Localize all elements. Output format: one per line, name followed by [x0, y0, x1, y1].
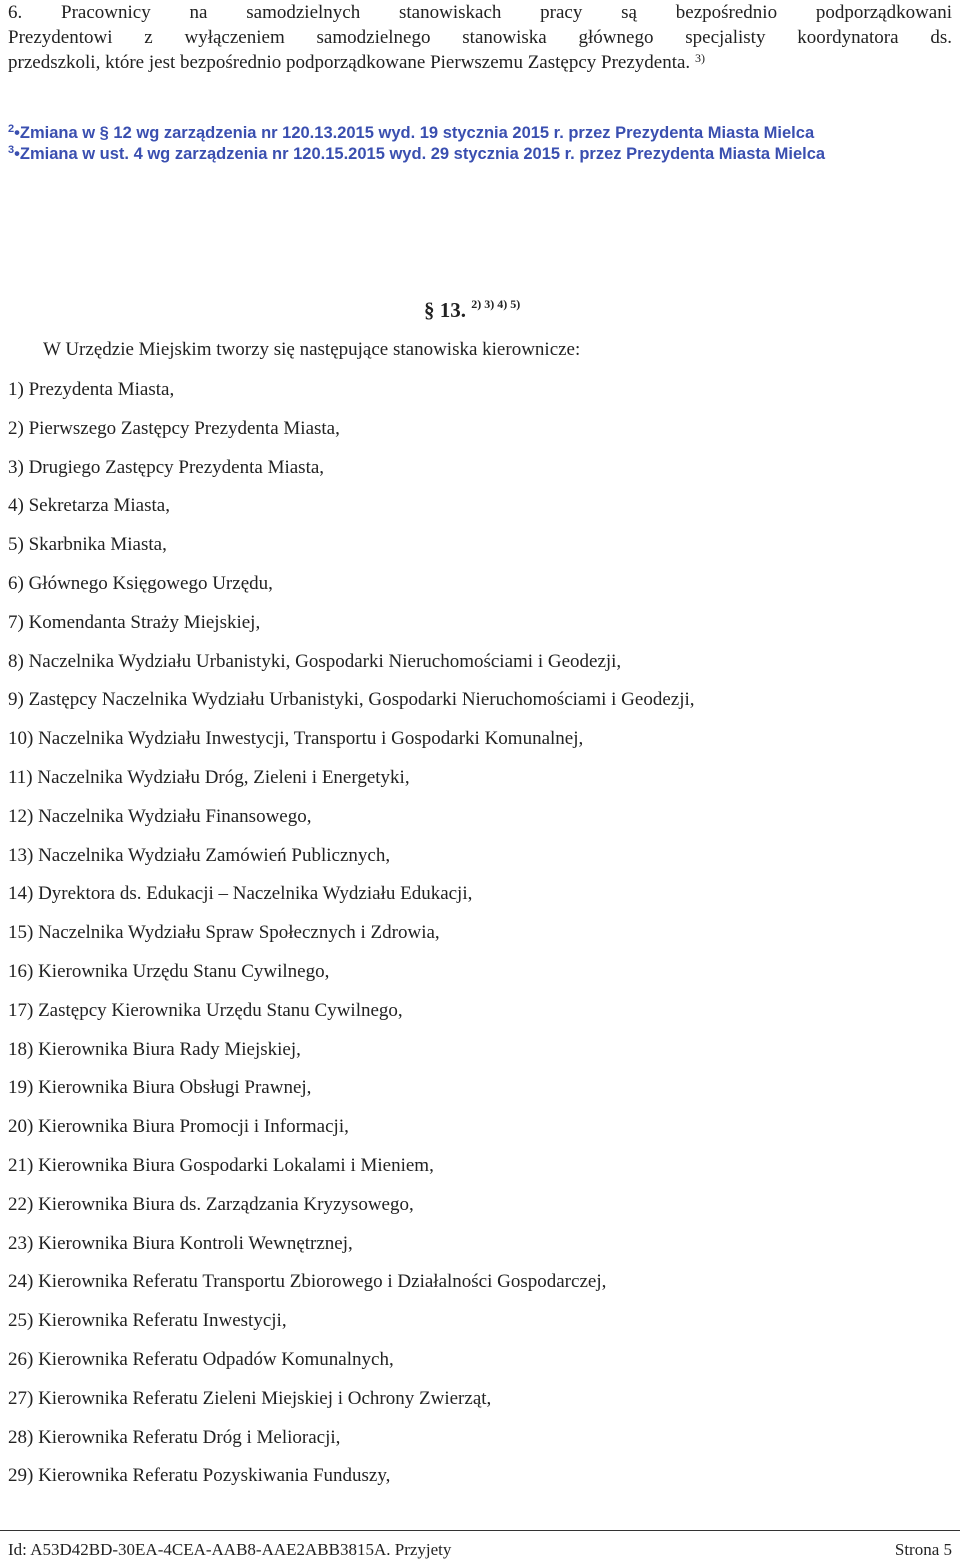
list-item: 16) Kierownika Urzędu Stanu Cywilnego,: [8, 960, 330, 982]
list-item: 22) Kierownika Biura ds. Zarządzania Kryzysowego,: [8, 1193, 414, 1215]
footer-divider: [0, 1530, 960, 1531]
footnote-3: [8, 144, 952, 165]
list-item: 25) Kierownika Referatu Inwestycji,: [8, 1310, 287, 1332]
list-item: 10) Naczelnika Wydziału Inwestycji, Transportu i Gospodarki Komunalnej,: [8, 728, 584, 750]
list-item: 28) Kierownika Referatu Dróg i Melioracji,: [8, 1426, 341, 1448]
list-item: 24) Kierownika Referatu Transportu Zbiorowego i Działalności Gospodarczej,: [8, 1271, 607, 1293]
list-item: 12) Naczelnika Wydziału Finansowego,: [8, 805, 312, 827]
list-item: 2) Pierwszego Zastępcy Prezydenta Miasta,: [8, 417, 340, 439]
footnotes: [8, 123, 952, 165]
list-item: 21) Kierownika Biura Gospodarki Lokalami i Mieniem,: [8, 1154, 434, 1176]
footnote-mark: 3: [8, 144, 15, 156]
section-footnote-references[interactable]: 2) 3) 4) 5): [471, 297, 521, 311]
list-item: 7) Komendanta Straży Miejskiej,: [8, 611, 261, 633]
footnote-text: •Zmiana w § 12 wg zarządzenia nr 120.13.2015 wyd. 19 stycznia 2015 r. przez Prezydenta Miasta Mielca: [14, 124, 815, 142]
document-id: Id: A53D42BD-30EA-4CEA-AAB8-AAE2ABB3815A. Przyjety: [8, 1540, 452, 1559]
list-item: 13) Naczelnika Wydziału Zamówień Publicznych,: [8, 844, 391, 866]
footnote-reference[interactable]: 3): [694, 51, 705, 65]
list-item: 6) Głównego Księgowego Urzędu,: [8, 572, 273, 594]
footnote-text: •Zmiana w ust. 4 wg zarządzenia nr 120.15.2015 wyd. 29 stycznia 2015 r. przez Prezydenta Miasta Mielca: [14, 145, 826, 163]
list-item: 9) Zastępcy Naczelnika Wydziału Urbanistyki, Gospodarki Nieruchomościami i Geodezji,: [8, 689, 695, 711]
page-number: Strona 5: [894, 1540, 952, 1559]
list-item: 3) Drugiego Zastępcy Prezydenta Miasta,: [8, 456, 325, 478]
intro-paragraph: [8, 0, 952, 75]
list-item: 19) Kierownika Biura Obsługi Prawnej,: [8, 1077, 312, 1099]
positions-list: [8, 378, 695, 1503]
list-item: 15) Naczelnika Wydziału Spraw Społecznych i Zdrowia,: [8, 922, 440, 944]
page-footer: [8, 1540, 952, 1560]
footnote-2: [8, 123, 952, 144]
section-number: § 13.: [424, 298, 466, 322]
list-item: 1) Prezydenta Miasta,: [8, 379, 175, 400]
list-item: 5) Skarbnika Miasta,: [8, 534, 167, 556]
list-item: 20) Kierownika Biura Promocji i Informacji,: [8, 1116, 349, 1138]
intro-line-3-text: przedszkoli, które jest bezpośrednio podporządkowane Pierwszemu Zastępcy Prezydenta.: [8, 52, 691, 73]
list-item: 14) Dyrektora ds. Edukacji – Naczelnika Wydziału Edukacji,: [8, 883, 473, 905]
list-item: 17) Zastępcy Kierownika Urzędu Stanu Cywilnego,: [8, 999, 403, 1021]
list-item: 23) Kierownika Biura Kontroli Wewnętrznej,: [8, 1232, 353, 1254]
intro-line-1: 6. Pracownicy na samodzielnych stanowiskach pracy są bezpośrednio podporządkowani: [8, 2, 952, 23]
footnote-mark: 2: [8, 123, 15, 135]
list-item: 11) Naczelnika Wydziału Dróg, Zieleni i Energetyki,: [8, 766, 410, 788]
section-heading: [424, 298, 520, 323]
list-item: 18) Kierownika Biura Rady Miejskiej,: [8, 1038, 301, 1060]
list-item: 26) Kierownika Referatu Odpadów Komunalnych,: [8, 1348, 394, 1370]
intro-line-3: [8, 50, 952, 75]
section-lead-text: W Urzędzie Miejskim tworzy się następujące stanowiska kierownicze:: [43, 339, 581, 360]
list-item: 4) Sekretarza Miasta,: [8, 495, 170, 517]
list-item: 29) Kierownika Referatu Pozyskiwania Funduszy,: [8, 1465, 391, 1487]
list-item: 8) Naczelnika Wydziału Urbanistyki, Gospodarki Nieruchomościami i Geodezji,: [8, 650, 622, 672]
list-item: 27) Kierownika Referatu Zieleni Miejskiej i Ochrony Zwierząt,: [8, 1387, 492, 1409]
intro-line-2: Prezydentowi z wyłączeniem samodzielnego stanowiska głównego specjalisty koordynatora ds.: [8, 27, 952, 48]
